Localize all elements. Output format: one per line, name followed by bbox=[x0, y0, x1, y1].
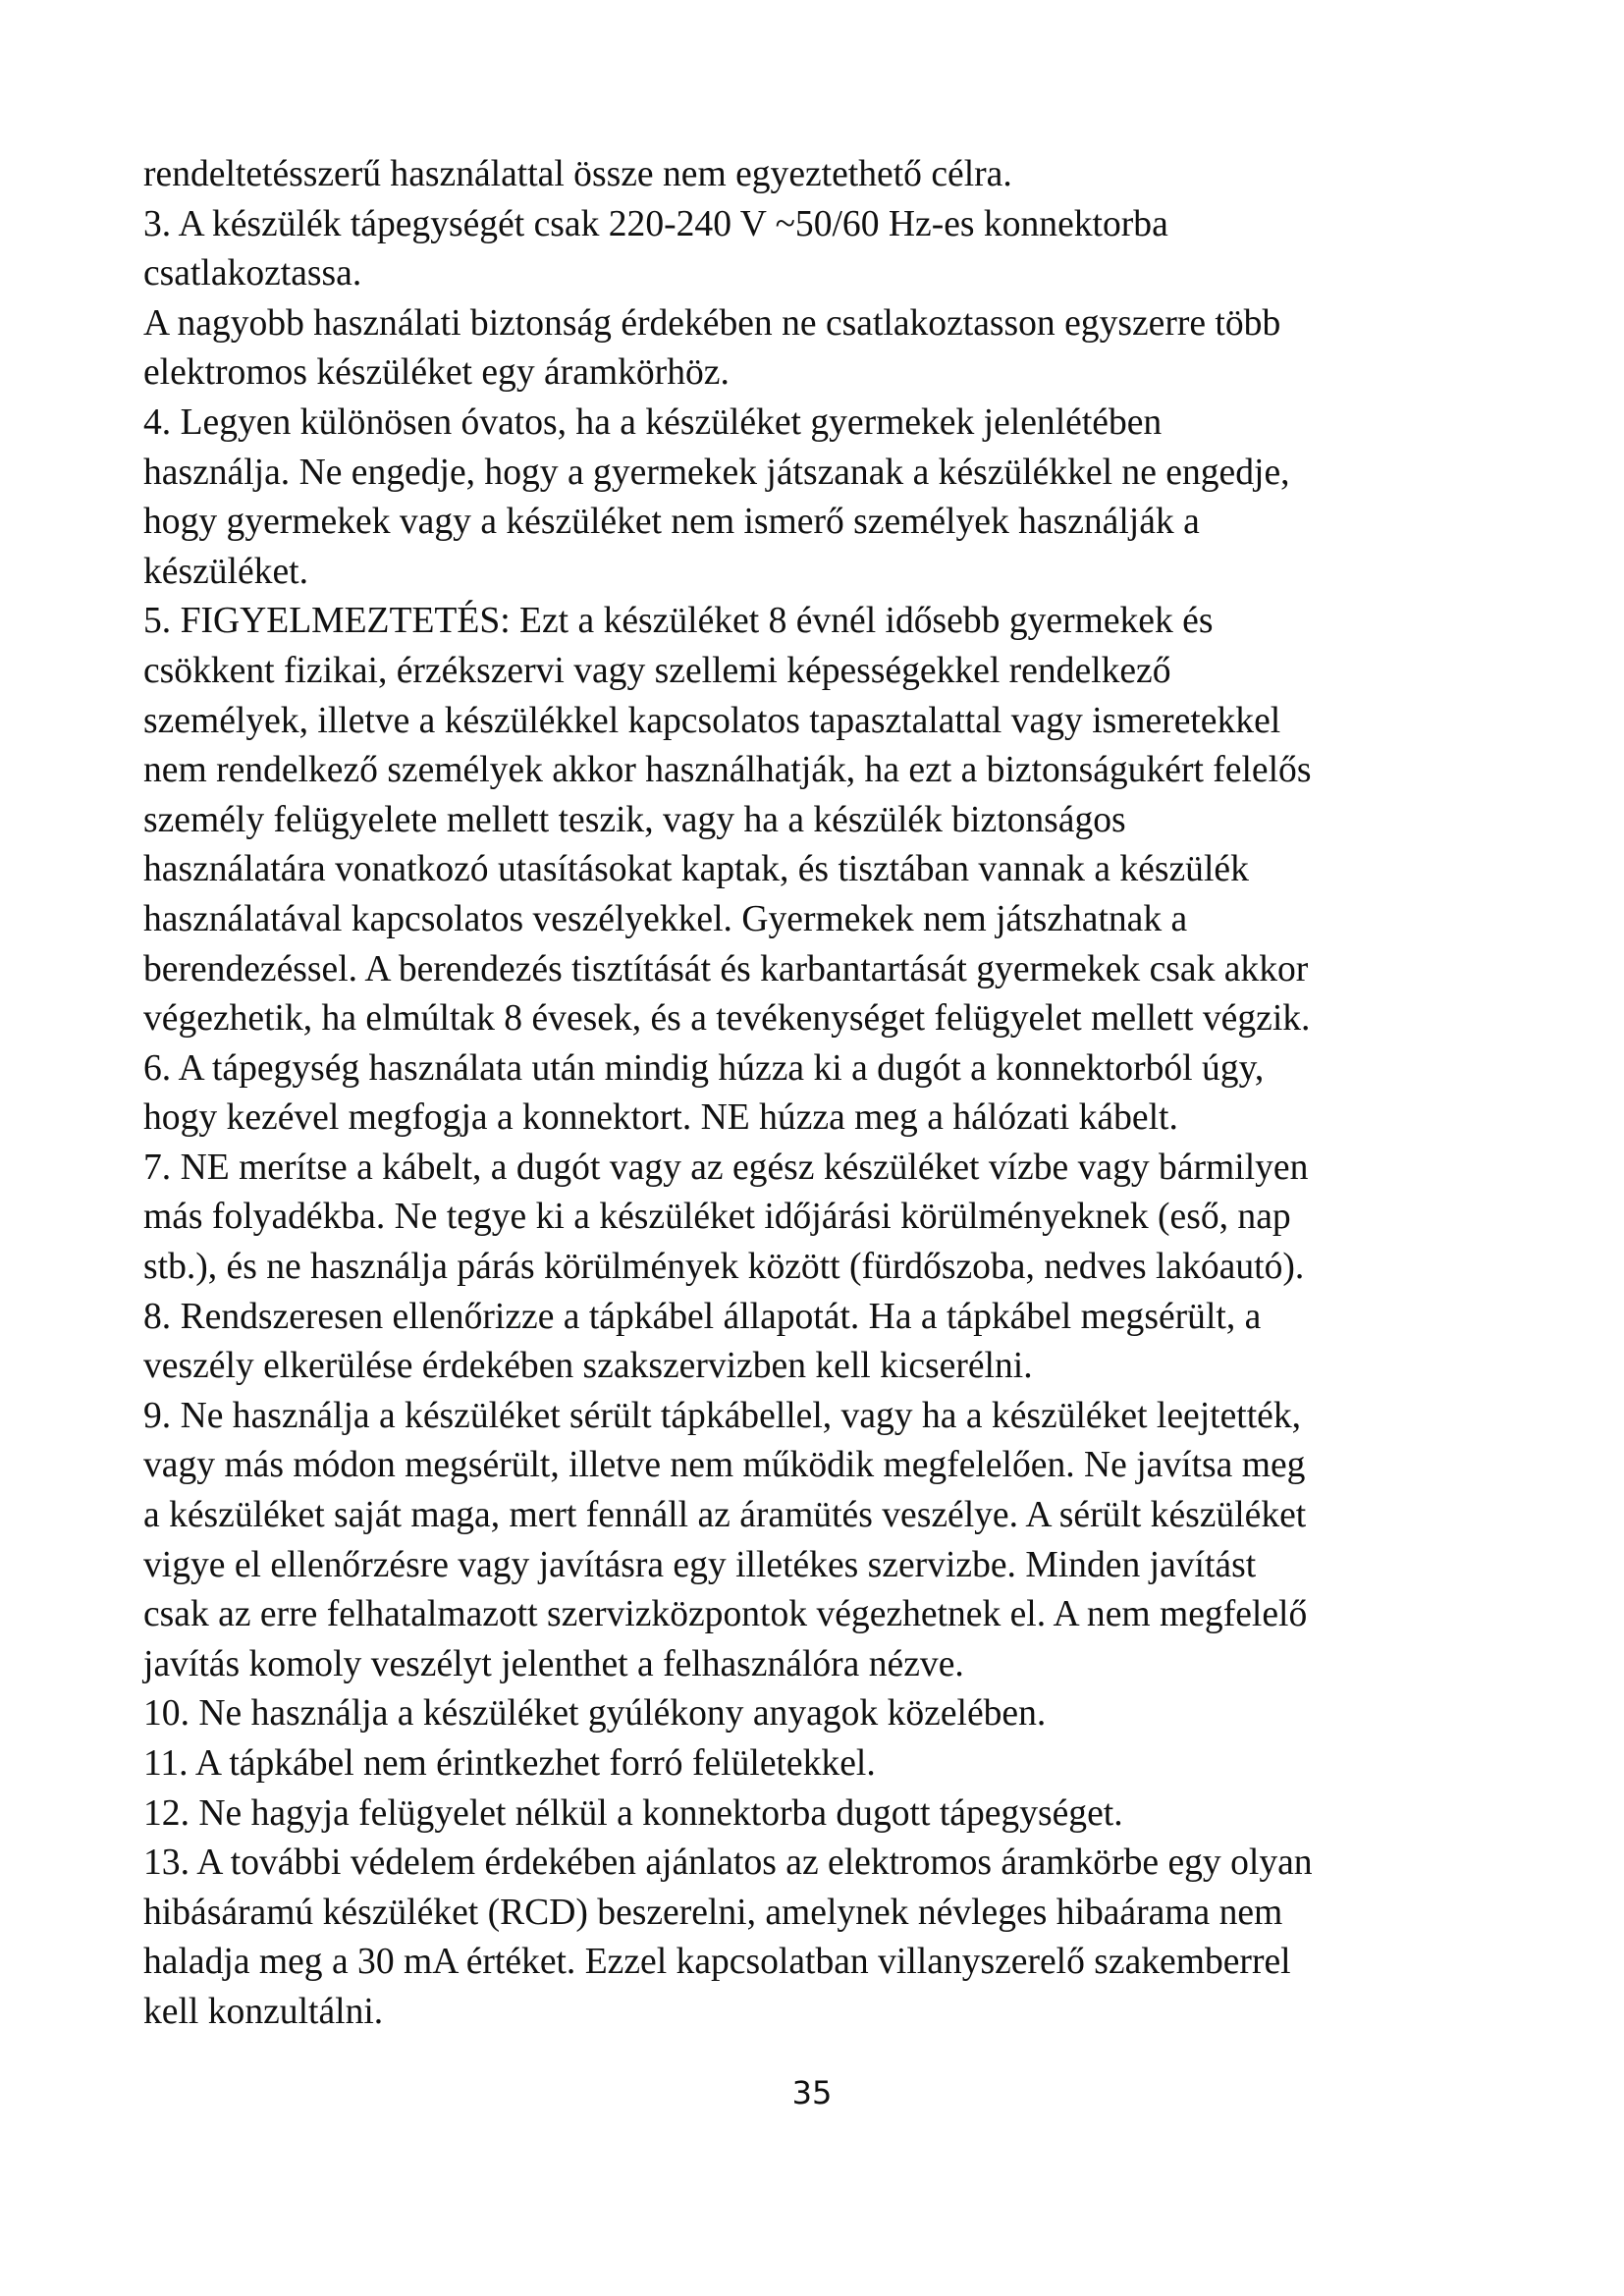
text-line: 11. A tápkábel nem érintkezhet forró felületekkel. bbox=[143, 1743, 876, 1784]
text-line: 9. Ne használja a készüléket sérült tápkábellel, vagy ha a készüléket leejtették, bbox=[143, 1395, 1302, 1436]
text-line: berendezéssel. A berendezés tisztítását és karbantartását gyermekek csak akkor bbox=[143, 948, 1309, 989]
text-line: használja. Ne engedje, hogy a gyermekek játszanak a készülékkel ne engedje, bbox=[143, 452, 1290, 493]
text-line: végezhetik, ha elmúltak 8 évesek, és a tevékenységet felügyelet mellett végzik. bbox=[143, 998, 1311, 1040]
text-line: 4. Legyen különösen óvatos, ha a készüléket gyermekek jelenlétében bbox=[143, 401, 1163, 443]
text-line: a készüléket saját maga, mert fennáll az áramütés veszélye. A sérült készüléket bbox=[143, 1495, 1307, 1536]
text-line: hogy gyermekek vagy a készüléket nem ismerő személyek használják a bbox=[143, 502, 1200, 543]
text-line: használatára vonatkozó utasításokat kaptak, és tisztában vannak a készülék bbox=[143, 849, 1249, 890]
text-line: 8. Rendszeresen ellenőrizze a tápkábel állapotát. Ha a tápkábel megsérült, a bbox=[143, 1296, 1262, 1337]
text-line: csökkent fizikai, érzékszervi vagy szellemi képességekkel rendelkező bbox=[143, 650, 1171, 691]
text-line: elektromos készüléket egy áramkörhöz. bbox=[143, 352, 730, 394]
body-text bbox=[143, 150, 1518, 2038]
text-line: 6. A tápegység használata után mindig húzza ki a dugót a konnektorból úgy, bbox=[143, 1047, 1265, 1089]
text-line: vigye el ellenőrzésre vagy javításra egy illetékes szervizbe. Minden javítást bbox=[143, 1544, 1257, 1585]
text-line: 5. FIGYELMEZTETÉS: Ezt a készüléket 8 évnél idősebb gyermekek és bbox=[143, 601, 1214, 642]
text-line: használatával kapcsolatos veszélyekkel. Gyermekek nem játszhatnak a bbox=[143, 898, 1188, 939]
text-line: csak az erre felhatalmazott szervizközpontok végezhetnek el. A nem megfelelő bbox=[143, 1594, 1308, 1635]
text-line: vagy más módon megsérült, illetve nem működik megfelelően. Ne javítsa meg bbox=[143, 1445, 1306, 1486]
text-line: más folyadékba. Ne tegye ki a készüléket időjárási körülményeknek (eső, nap bbox=[143, 1197, 1291, 1238]
text-line: csatlakoztassa. bbox=[143, 253, 362, 294]
text-line: készüléket. bbox=[143, 551, 308, 592]
text-line: A nagyobb használati biztonság érdekében ne csatlakoztasson egyszerre több bbox=[143, 302, 1281, 344]
text-line: 13. A további védelem érdekében ajánlatos az elektromos áramkörbe egy olyan bbox=[143, 1842, 1313, 1884]
text-line: javítás komoly veszélyt jelenthet a felhasználóra nézve. bbox=[143, 1643, 964, 1684]
text-line: személyek, illetve a készülékkel kapcsolatos tapasztalattal vagy ismeretekkel bbox=[143, 700, 1281, 741]
text-line: nem rendelkező személyek akkor használhatják, ha ezt a biztonságukért felelős bbox=[143, 750, 1312, 791]
page-number: 35 bbox=[791, 2074, 833, 2111]
text-line: kell konzultálni. bbox=[143, 1991, 384, 2032]
text-line: haladja meg a 30 mA értéket. Ezzel kapcsolatban villanyszerelő szakemberrel bbox=[143, 1942, 1291, 1983]
text-line: hogy kezével megfogja a konnektort. NE húzza meg a hálózati kábelt. bbox=[143, 1097, 1178, 1139]
text-line: 3. A készülék tápegységét csak 220-240 V ~50/60 Hz-es konnektorba bbox=[143, 203, 1168, 244]
text-line: 10. Ne használja a készüléket gyúlékony anyagok közelében. bbox=[143, 1693, 1047, 1735]
text-line: stb.), és ne használja párás körülmények között (fürdőszoba, nedves lakóautó). bbox=[143, 1247, 1305, 1288]
text-line: személy felügyelete mellett teszik, vagy ha a készülék biztonságos bbox=[143, 799, 1126, 840]
text-line: 7. NE merítse a kábelt, a dugót vagy az egész készüléket vízbe vagy bármilyen bbox=[143, 1147, 1309, 1188]
text-line: 12. Ne hagyja felügyelet nélkül a konnektorba dugott tápegységet. bbox=[143, 1792, 1123, 1834]
text-line: hibásáramú készüléket (RCD) beszerelni, amelynek névleges hibaárama nem bbox=[143, 1892, 1283, 1933]
text-line: rendeltetésszerű használattal össze nem egyeztethető célra. bbox=[143, 154, 1012, 194]
text-line: veszély elkerülése érdekében szakszervizben kell kicserélni. bbox=[143, 1346, 1033, 1387]
